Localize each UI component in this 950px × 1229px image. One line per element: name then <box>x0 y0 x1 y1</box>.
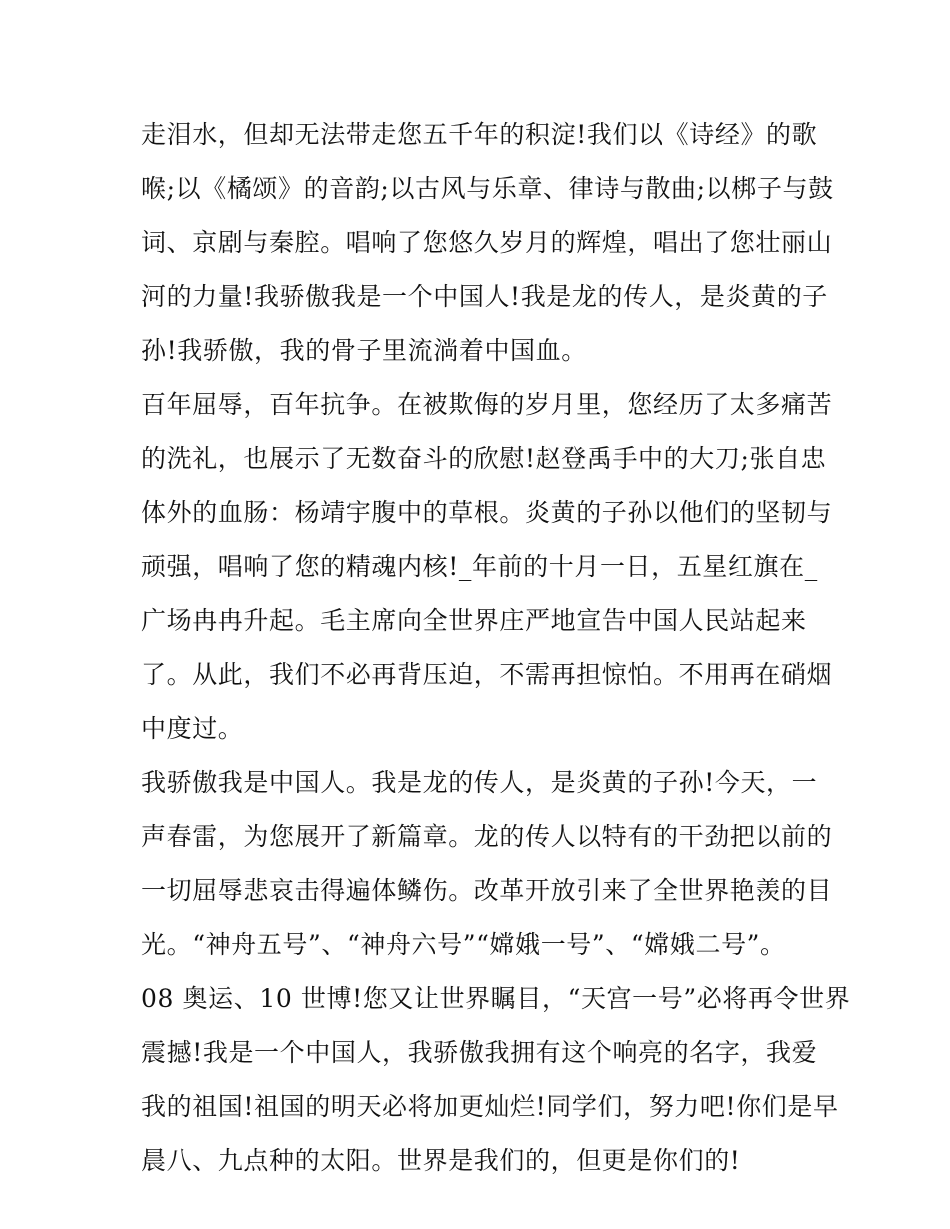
text-line: 震撼!我是一个中国人，我骄傲我拥有这个响亮的名字，我爱 <box>141 1038 818 1067</box>
text-line: 喉;以《橘颂》的音韵;以古风与乐章、律诗与散曲;以梆子与鼓 <box>141 174 834 203</box>
text-line: 晨八、九点种的太阳。世界是我们的，但更是你们的! <box>141 1146 741 1175</box>
text-line: 词、京剧与秦腔。唱响了您悠久岁月的辉煌，唱出了您壮丽山 <box>141 228 833 257</box>
text-line: 顽强，唱响了您的精魂内核!_年前的十月一日，五星红旗在_ <box>141 552 818 581</box>
text-line: 河的力量!我骄傲我是一个中国人!我是龙的传人，是炎黄的子 <box>141 282 828 311</box>
text-line: 我的祖国!祖国的明天必将加更灿烂!同学们，努力吧!你们是早 <box>141 1092 839 1121</box>
text-line: 百年屈辱，百年抗争。在被欺侮的岁月里，您经历了太多痛苦 <box>141 390 833 419</box>
text-line: 08 奥运、10 世博!您又让世界瞩目，“天宫一号”必将再令世界 <box>141 984 851 1013</box>
text-line: 一切屈辱悲哀击得遍体鳞伤。改革开放引来了全世界艳羡的目 <box>141 876 833 905</box>
text-line: 体外的血肠：杨靖宇腹中的草根。炎黄的子孙以他们的坚韧与 <box>141 498 833 527</box>
text-line: 的洗礼，也展示了无数奋斗的欣慰!赵登禹手中的大刀;张自忠 <box>141 444 827 473</box>
text-line: 了。从此，我们不必再背压迫，不需再担惊怕。不用再在硝烟 <box>141 660 833 689</box>
text-line: 走泪水，但却无法带走您五千年的积淀!我们以《诗经》的歌 <box>141 120 818 149</box>
text-line: 光。“神舟五号”、“神舟六号”“嫦娥一号”、“嫦娥二号”。 <box>141 930 786 959</box>
document-body <box>141 108 851 1188</box>
text-line: 中度过。 <box>141 714 244 743</box>
text-line: 我骄傲我是中国人。我是龙的传人，是炎黄的子孙!今天，一 <box>141 768 818 797</box>
text-line: 声春雷，为您展开了新篇章。龙的传人以特有的干劲把以前的 <box>141 822 833 851</box>
text-line: 孙!我骄傲，我的骨子里流淌着中国血。 <box>141 336 587 365</box>
text-line: 广场冉冉升起。毛主席向全世界庄严地宣告中国人民站起来 <box>141 606 807 635</box>
